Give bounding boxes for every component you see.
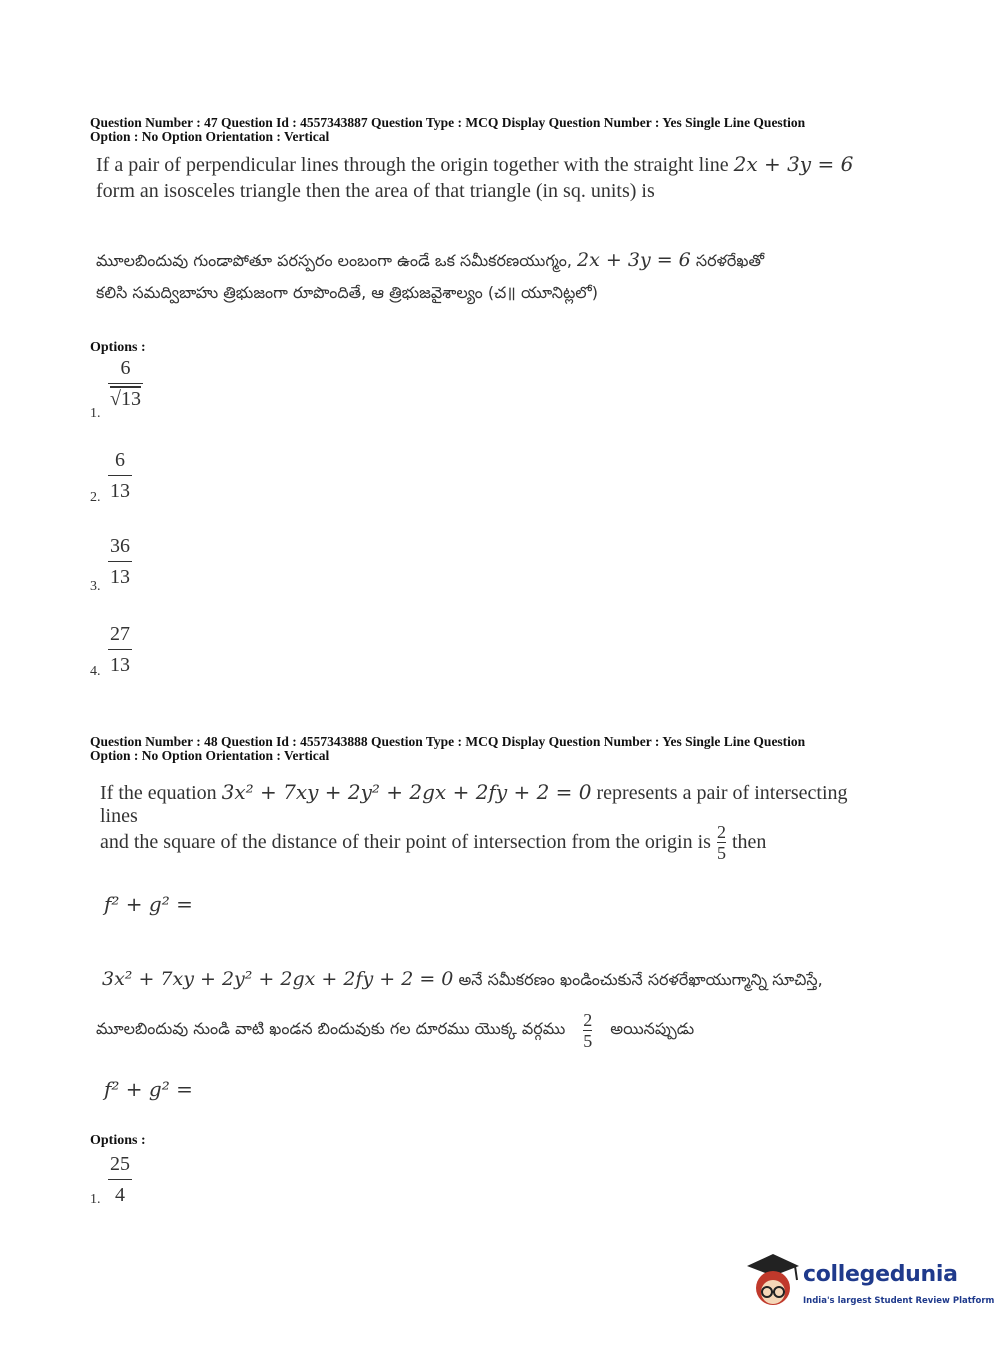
telugu-distance-fraction: 2 5 xyxy=(583,1010,593,1051)
q47-meta-line2: Option : No Option Orientation : Vertical xyxy=(90,129,330,144)
option-number: 3. xyxy=(90,579,101,594)
logo-tagline: India's largest Student Review Platform xyxy=(803,1296,995,1306)
option-number: 4. xyxy=(90,664,101,679)
q48-meta-line2: Option : No Option Orientation : Vertical xyxy=(90,748,330,763)
q48-result-expression-te: f² + g² = xyxy=(104,1077,193,1101)
q47-meta-line1: Question Number : 47 Question Id : 4557343887 Question Type : MCQ Display Question Number : Yes Single Line Question xyxy=(90,115,806,130)
q48-english-line2: and the square of the distance of their point of intersection from the origin is 2 5 then xyxy=(100,822,767,863)
q48-meta xyxy=(90,735,890,763)
option-fraction: 6 13 xyxy=(110,449,130,502)
q48-options-label: Options : xyxy=(90,1133,146,1148)
option-fraction: $\frac{6}{√13}$ xyxy=(110,357,141,410)
q48-telugu-line2: మూలబిందువు నుండి వాటి ఖండన బిందువుకు గల దూరము యొక్క వర్గము 2 5 అయినప్పుడు xyxy=(96,1010,695,1051)
q47-telugu-line2: కలిసి సమద్విబాహు త్రిభుజంగా రూపొందితే, ఆ త్రిభుజవైశాల్యం (చ॥ యూనిట్లలో) xyxy=(96,283,599,302)
option-fraction: 25 4 xyxy=(110,1153,130,1206)
mascot-icon xyxy=(743,1252,801,1314)
q47-meta xyxy=(90,116,890,144)
option-number: 2. xyxy=(90,490,101,505)
q47-english-line2: form an isosceles triangle then the area of that triangle (in sq. units) is xyxy=(96,180,655,202)
logo-wordmark: collegedunia xyxy=(803,1262,958,1287)
distance-fraction: 2 5 xyxy=(716,822,726,863)
q48-meta-line1: Question Number : 48 Question Id : 4557343888 Question Type : MCQ Display Question Number : Yes Single Line Question xyxy=(90,734,806,749)
q47-english-line1: If a pair of perpendicular lines through the origin together with the straight line 2x + 3y = 6 xyxy=(96,152,854,176)
q48-telugu-line1: 3x² + 7xy + 2y² + 2gx + 2fy + 2 = 0 అనే సమీకరణం ఖండించుకునే సరళరేఖాయుగ్మాన్ని సూచిస్తే, xyxy=(102,968,823,990)
q47-telugu-line1: మూలబిందువు గుండాపోతూ పరస్పరం లంబంగా ఉండే ఒక సమీకరణయుగ్మం, 2x + 3y = 6 సరళరేఖతో xyxy=(96,249,765,271)
collegedunia-logo xyxy=(743,1252,995,1314)
option-number: 1. xyxy=(90,1192,101,1207)
q48-english-line1: If the equation 3x² + 7xy + 2y² + 2gx + 2fy + 2 = 0 represents a pair of intersecting lines xyxy=(100,780,848,827)
option-fraction: 27 13 xyxy=(110,623,130,676)
q48-result-expression-en: f² + g² = xyxy=(104,892,193,916)
option-fraction: 36 13 xyxy=(110,535,130,588)
option-number: 1. xyxy=(90,406,101,421)
q47-options-label: Options : xyxy=(90,340,146,355)
